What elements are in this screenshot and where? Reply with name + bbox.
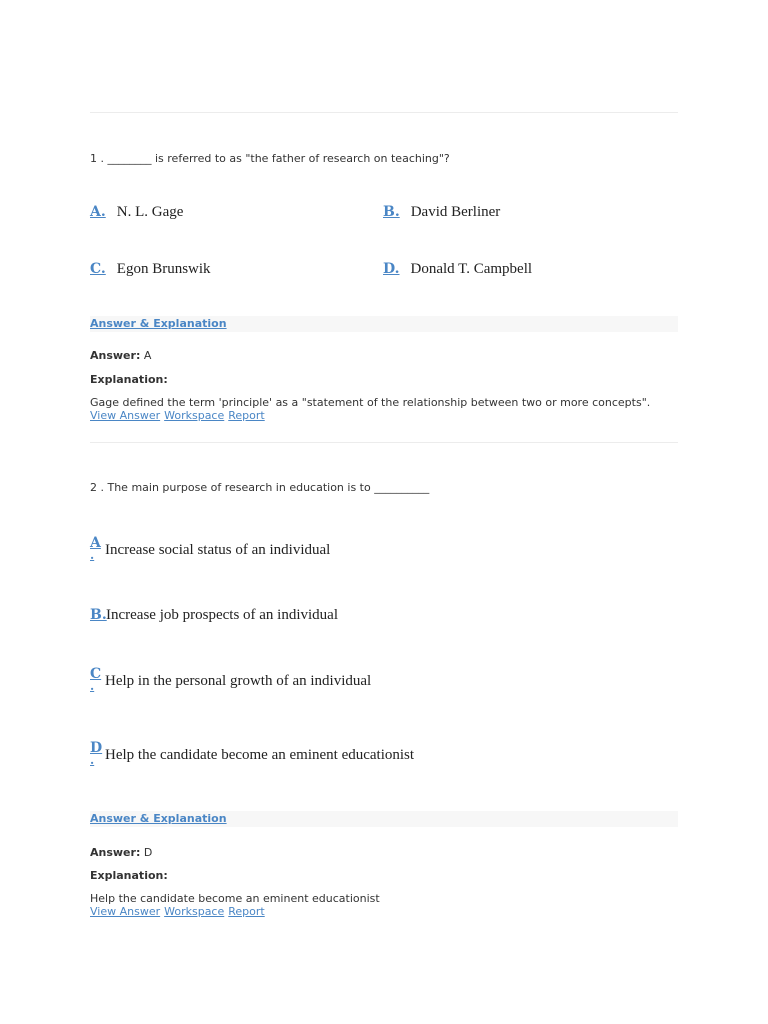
q1-explanation-label: Explanation: [90,373,168,386]
q2-answer-explanation-toggle[interactable] [90,811,678,827]
q1-answer [90,349,151,362]
answer-label: Answer: [90,349,141,362]
option-letter[interactable]: A . [90,535,101,562]
option-letter[interactable]: C. [90,261,106,277]
q1-links [90,409,269,422]
option-letter[interactable]: C . [90,666,102,693]
q1-answer-explanation-toggle[interactable] [90,316,678,332]
q1-option-a[interactable] [90,202,183,222]
option-text: Increase social status of an individual [105,542,331,558]
option-letter[interactable]: A. [90,204,106,220]
option-text: David Berliner [410,203,501,220]
view-answer-link[interactable]: View Answer [90,905,161,918]
workspace-link[interactable]: Workspace [164,905,225,918]
view-answer-link[interactable]: View Answer [90,409,161,422]
q2-explanation-text: Help the candidate become an eminent educationist [90,892,380,905]
option-text: Help the candidate become an eminent educationist [105,747,415,763]
option-text: Increase job prospects of an individual [106,607,339,623]
answer-label: Answer: [90,846,141,859]
option-text: Donald T. Campbell [410,260,533,277]
top-divider [90,112,678,113]
q1-option-d[interactable] [383,259,532,279]
option-letter[interactable]: D. [383,261,400,277]
q1-explanation-text: Gage defined the term 'principle' as a "statement of the relationship between two or more concepts". [90,396,651,409]
q1-option-b[interactable] [383,202,500,222]
question-1-prompt: 1 . ________ is referred to as "the father of research on teaching"? [90,152,450,165]
option-letter[interactable]: D . [90,740,103,767]
answer-explanation-label[interactable]: Answer & Explanation [90,812,227,825]
q1-option-c[interactable] [90,259,211,279]
option-text: Help in the personal growth of an individual [105,673,372,689]
report-link[interactable]: Report [228,905,265,918]
report-link[interactable]: Report [228,409,265,422]
q2-links [90,905,269,918]
q2-answer [90,846,152,859]
workspace-link[interactable]: Workspace [164,409,225,422]
q2-explanation-label: Explanation: [90,869,168,882]
question-divider [90,442,678,443]
answer-value: D [143,846,153,859]
option-letter[interactable]: B. [90,607,107,623]
option-letter[interactable]: B. [383,204,400,220]
option-text: N. L. Gage [116,203,184,220]
answer-value: A [143,349,152,362]
answer-explanation-label[interactable]: Answer & Explanation [90,317,227,330]
option-text: Egon Brunswik [116,260,211,277]
question-2-prompt: 2 . The main purpose of research in education is to __________ [90,481,430,494]
